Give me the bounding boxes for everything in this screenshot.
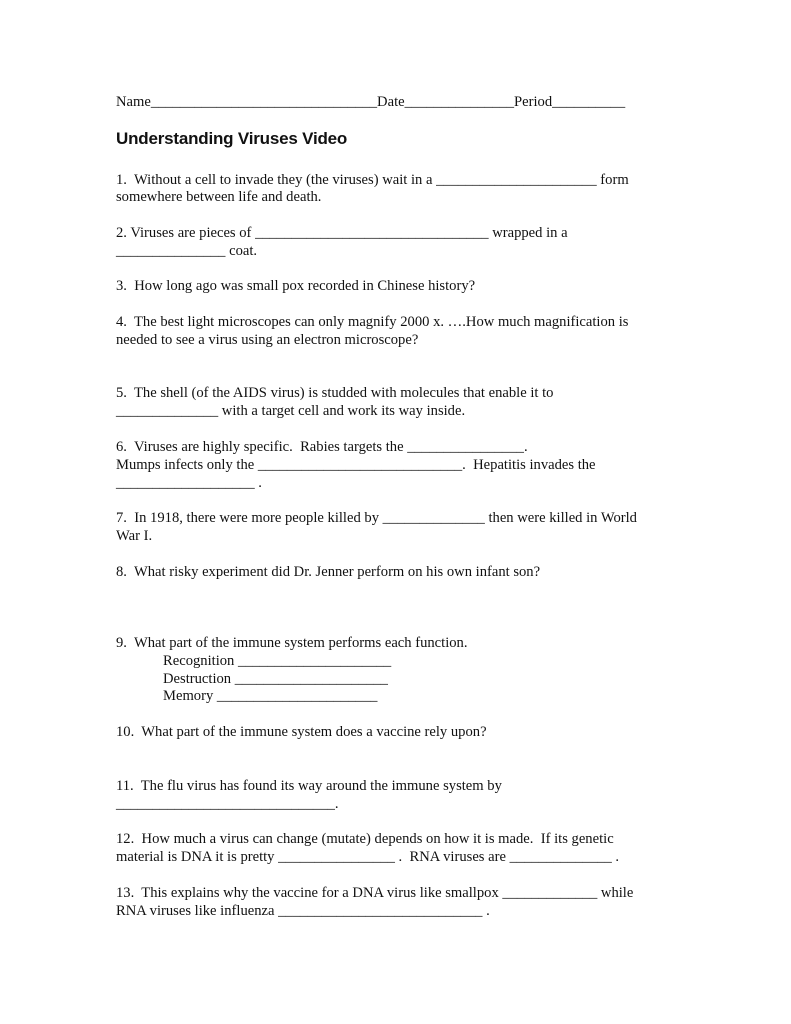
question-4-line-1: 4. The best light microscopes can only magnify 2000 x. ….How much magnification is xyxy=(116,314,629,330)
question-13-line-2: RNA viruses like influenza ____________________________ . xyxy=(116,903,490,919)
question-2-line-2: _______________ coat. xyxy=(116,243,258,259)
question-9-memory: Memory ______________________ xyxy=(163,688,378,704)
question-6-line-3: ___________________ . xyxy=(116,475,262,491)
question-8-line-1: 8. What risky experiment did Dr. Jenner perform on his own infant son? xyxy=(116,564,541,580)
question-6-line-1: 6. Viruses are highly specific. Rabies targets the ________________. xyxy=(116,439,528,455)
page-title: Understanding Viruses Video xyxy=(116,129,348,148)
question-1-line-1: 1. Without a cell to invade they (the viruses) wait in a ______________________ form xyxy=(116,172,629,188)
question-7-line-2: War I. xyxy=(116,528,153,544)
question-3-line-1: 3. How long ago was small pox recorded in Chinese history? xyxy=(116,278,476,294)
question-9-line-1: 9. What part of the immune system performs each function. xyxy=(116,635,468,651)
question-11-line-2: ______________________________. xyxy=(116,796,339,812)
header-name-date-period: Name_______________________________Date_______________Period__________ xyxy=(116,94,626,110)
question-11-line-1: 11. The flu virus has found its way around the immune system by xyxy=(116,778,502,794)
question-7-line-1: 7. In 1918, there were more people killed by ______________ then were killed in World xyxy=(116,510,637,526)
question-5-line-2: ______________ with a target cell and work its way inside. xyxy=(116,403,466,419)
question-13-line-1: 13. This explains why the vaccine for a DNA virus like smallpox _____________ while xyxy=(116,885,634,901)
question-5-line-1: 5. The shell (of the AIDS virus) is studded with molecules that enable it to xyxy=(116,385,554,401)
question-6-line-2: Mumps infects only the ____________________________. Hepatitis invades the xyxy=(116,457,596,473)
question-1-line-2: somewhere between life and death. xyxy=(116,189,322,205)
question-10-line-1: 10. What part of the immune system does a vaccine rely upon? xyxy=(116,724,487,740)
question-9-recognition: Recognition _____________________ xyxy=(163,653,392,669)
question-4-line-2: needed to see a virus using an electron microscope? xyxy=(116,332,419,348)
question-12-line-1: 12. How much a virus can change (mutate) depends on how it is made. If its genetic xyxy=(116,831,614,847)
question-12-line-2: material is DNA it is pretty ________________ . RNA viruses are ______________ . xyxy=(116,849,620,865)
question-2-line-1: 2. Viruses are pieces of ________________________________ wrapped in a xyxy=(116,225,568,241)
question-9-destruction: Destruction _____________________ xyxy=(163,671,388,687)
